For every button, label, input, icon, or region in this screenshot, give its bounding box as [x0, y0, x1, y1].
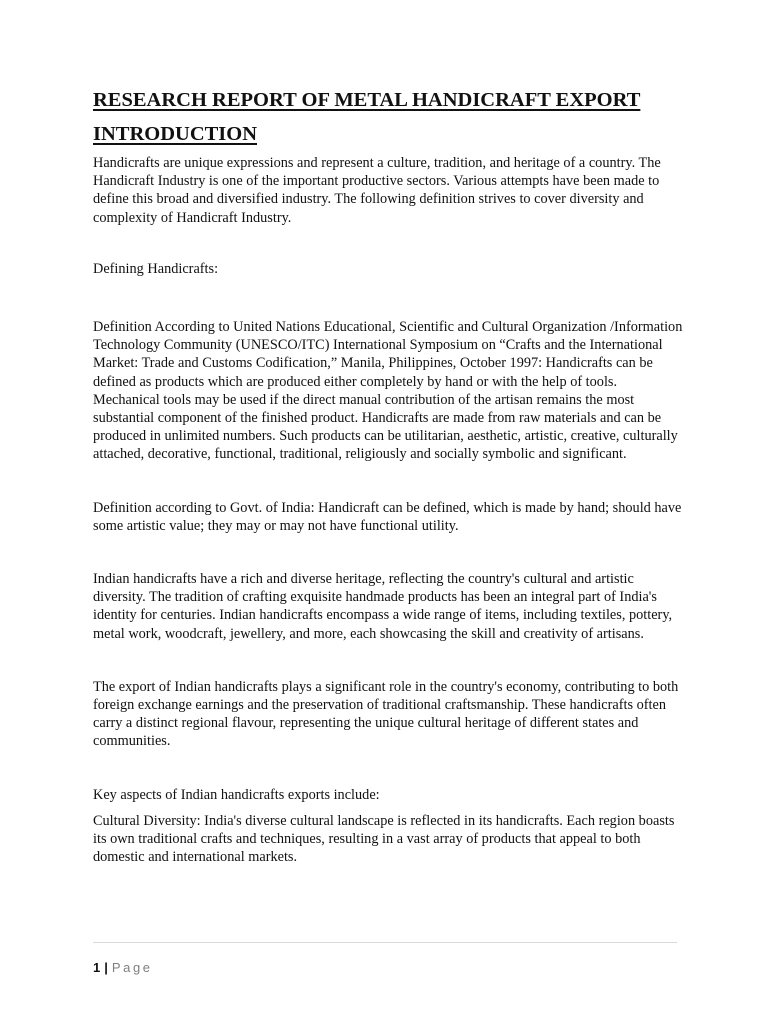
paragraph-defining-label: Defining Handicrafts: — [93, 260, 219, 277]
document-body — [93, 86, 683, 866]
paragraph-cultural-diversity: Cultural Diversity: India's diverse cultural landscape is reflected in its handicrafts. Each region boasts its own traditional crafts and techniques, resulting in a vast array of products that appeal to both domestic and international markets. — [93, 812, 675, 866]
section-heading-introduction: INTRODUCTION — [93, 123, 258, 145]
footer-separator: | — [104, 960, 108, 975]
footer-divider — [93, 942, 677, 943]
paragraph-intro: Handicrafts are unique expressions and represent a culture, tradition, and heritage of a country. The Handicraft Industry is one of the important productive sectors. Various attempts have been made to define this broad and diversified industry. The following definition strives to cover diversity and complexity of Handicraft Industry. — [93, 155, 661, 226]
paragraph-key-aspects-label: Key aspects of Indian handicrafts exports include: — [93, 786, 380, 803]
paragraph-export-role: The export of Indian handicrafts plays a significant role in the country's economy, contributing to both foreign exchange earnings and the preservation of traditional craftsmanship. These handicrafts often carry a distinct regional flavour, representing the unique cultural heritage of different states and communities. — [93, 678, 679, 750]
paragraph-govt-definition: Definition according to Govt. of India: Handicraft can be defined, which is made by hand; should have some artistic value; they may or may not have functional utility. — [93, 499, 682, 534]
paragraph-heritage: Indian handicrafts have a rich and diverse heritage, reflecting the country's cultural and artistic diversity. The tradition of crafting exquisite handmade products has been an integral part of India's identity for centuries. Indian handicrafts encompass a wide range of items, including textiles, pottery, metal work, woodcraft, jewellery, and more, each showcasing the skill and creativity of artisans. — [93, 571, 673, 642]
footer-page-label: Page — [111, 960, 153, 975]
paragraph-unesco-definition: Definition According to United Nations Educational, Scientific and Cultural Organization /Information Technology Community (UNESCO/ITC) International Symposium on “Crafts and the International Market: Trade and Customs Codification,” Manila, Philippines, October 1997: Handicrafts can be defined as products which are produced either completely by hand or with the help of tools. Mechanical tools may be used if the direct manual contribution of the artisan remains the most substantial component of the finished product. Handicrafts are made from raw materials and can be produced in unlimited numbers. Such products can be utilitarian, aesthetic, artistic, creative, culturally attached, decorative, functional, traditional, religiously and socially symbolic and significant. — [93, 319, 683, 463]
footer-page-number: 1 — [93, 960, 101, 975]
document-title: RESEARCH REPORT OF METAL HANDICRAFT EXPORT — [93, 89, 641, 111]
page-footer — [93, 960, 153, 976]
